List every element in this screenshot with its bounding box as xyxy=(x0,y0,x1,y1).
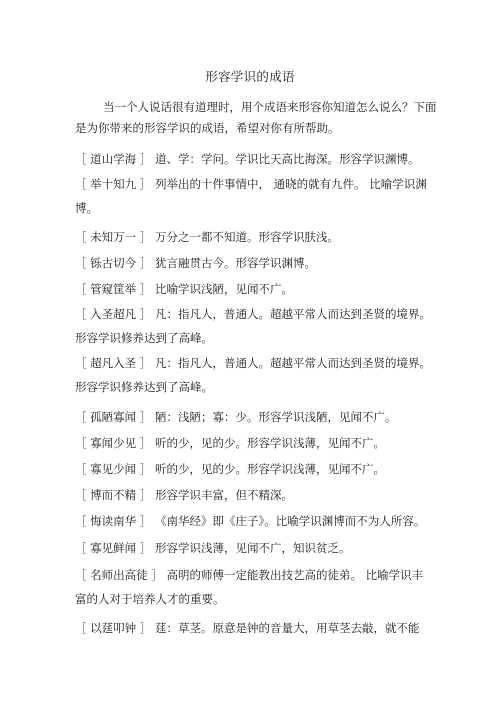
idiom-definition-continued: 富的人对于培养人才的重要。 xyxy=(75,592,225,606)
idiom-definition-continued: 形容学识修养达到了高峰。 xyxy=(75,331,213,345)
idiom-definition: 莛：草茎。原意是钟的音量大，用草茎去敲，就不能 xyxy=(154,621,420,635)
idiom-entry xyxy=(75,431,440,455)
idiom-definition: 形容学识丰富，但不精深。 xyxy=(154,488,293,502)
idiom-entry xyxy=(75,483,440,507)
idiom-definition-continued: 博。 xyxy=(75,201,98,215)
idiom-definition: 听的少，见的少。形容学识浅薄，见闻不广。 xyxy=(154,436,385,450)
idiom-entry xyxy=(75,536,440,560)
idiom-entry xyxy=(75,251,440,275)
idiom-definition: 万分之一都不知道。形容学识肤浅。 xyxy=(154,230,339,244)
idiom-definition: 陋：浅陋；寡：少。形容学识浅陋，见闻不广。 xyxy=(154,410,397,424)
idiom-entry xyxy=(75,509,440,533)
idiom-entry xyxy=(75,405,440,429)
idiom-definition-continued: 形容学识修养达到了高峰。 xyxy=(75,380,213,394)
idiom-term: ［ 以莛叩钟 ］ xyxy=(75,621,152,635)
idiom-term: ［ 入圣超凡 ］ xyxy=(75,307,152,321)
idiom-entry xyxy=(75,302,440,350)
idiom-definition: 凡：指凡人，普通人。超越平常人而达到圣贤的境界。 xyxy=(154,356,431,370)
document-title: 形容学识的成语 xyxy=(205,69,295,84)
idiom-definition: 《南华经》即《庄子》。比喻学识渊博而不为人所容。 xyxy=(154,514,426,528)
idiom-term: ［ 博而不精 ］ xyxy=(75,488,152,502)
idiom-entry xyxy=(75,563,440,611)
idiom-term: ［ 孤陋寡闻 ］ xyxy=(75,410,152,424)
idiom-term: ［ 寡见少闻 ］ xyxy=(75,462,152,476)
idiom-term: ［ 超凡入圣 ］ xyxy=(75,356,152,370)
idiom-term: ［ 道山学海 ］ xyxy=(75,152,152,166)
idiom-definition: 听的少，见的少。形容学识浅薄，见闻不广。 xyxy=(154,462,385,476)
idiom-term: ［ 寡闻少见 ］ xyxy=(75,436,152,450)
idiom-entry xyxy=(75,277,440,301)
idiom-entry xyxy=(75,172,440,220)
idiom-entry xyxy=(75,457,440,481)
intro-paragraph: 当一个人说话很有道理时，用个成语来形容你知道怎么说么？下面是为你带来的形容学识的成语，希望对你有所帮助。 xyxy=(75,100,437,135)
idiom-entry xyxy=(75,225,440,249)
idiom-definition: 比喻学识浅陋，见闻不广。 xyxy=(154,282,293,296)
idiom-term: ［ 未知万一 ］ xyxy=(75,230,152,244)
idiom-entry xyxy=(75,616,440,640)
idiom-definition: 形容学识浅薄，见闻不广，知识贫乏。 xyxy=(154,541,351,555)
idiom-definition: 道、学：学问。学识比天高比海深。形容学识渊博。 xyxy=(154,152,420,166)
idiom-term: ［ 名师出高徒 ］ xyxy=(75,568,163,582)
idiom-term: ［ 铄古切今 ］ xyxy=(75,256,152,270)
idiom-definition: 列举出的十件事情中， 通晓的就有九件。 比喻学识渊 xyxy=(154,177,427,191)
idiom-definition: 高明的师傅一定能教出技艺高的徒弟。 比喻学识丰 xyxy=(166,568,424,582)
idiom-definition: 凡：指凡人，普通人。超越平常人而达到圣贤的境界。 xyxy=(154,307,431,321)
idiom-definition: 犹言融贯古今。形容学识渊博。 xyxy=(154,256,316,270)
idiom-entry xyxy=(75,351,440,399)
idiom-term: ［ 管窥筐举 ］ xyxy=(75,282,152,296)
idiom-entry xyxy=(75,147,440,171)
idiom-term: ［ 悔读南华 ］ xyxy=(75,514,152,528)
idiom-term: ［ 寡见鲜闻 ］ xyxy=(75,541,152,555)
idiom-term: ［ 举十知九 ］ xyxy=(75,177,152,191)
